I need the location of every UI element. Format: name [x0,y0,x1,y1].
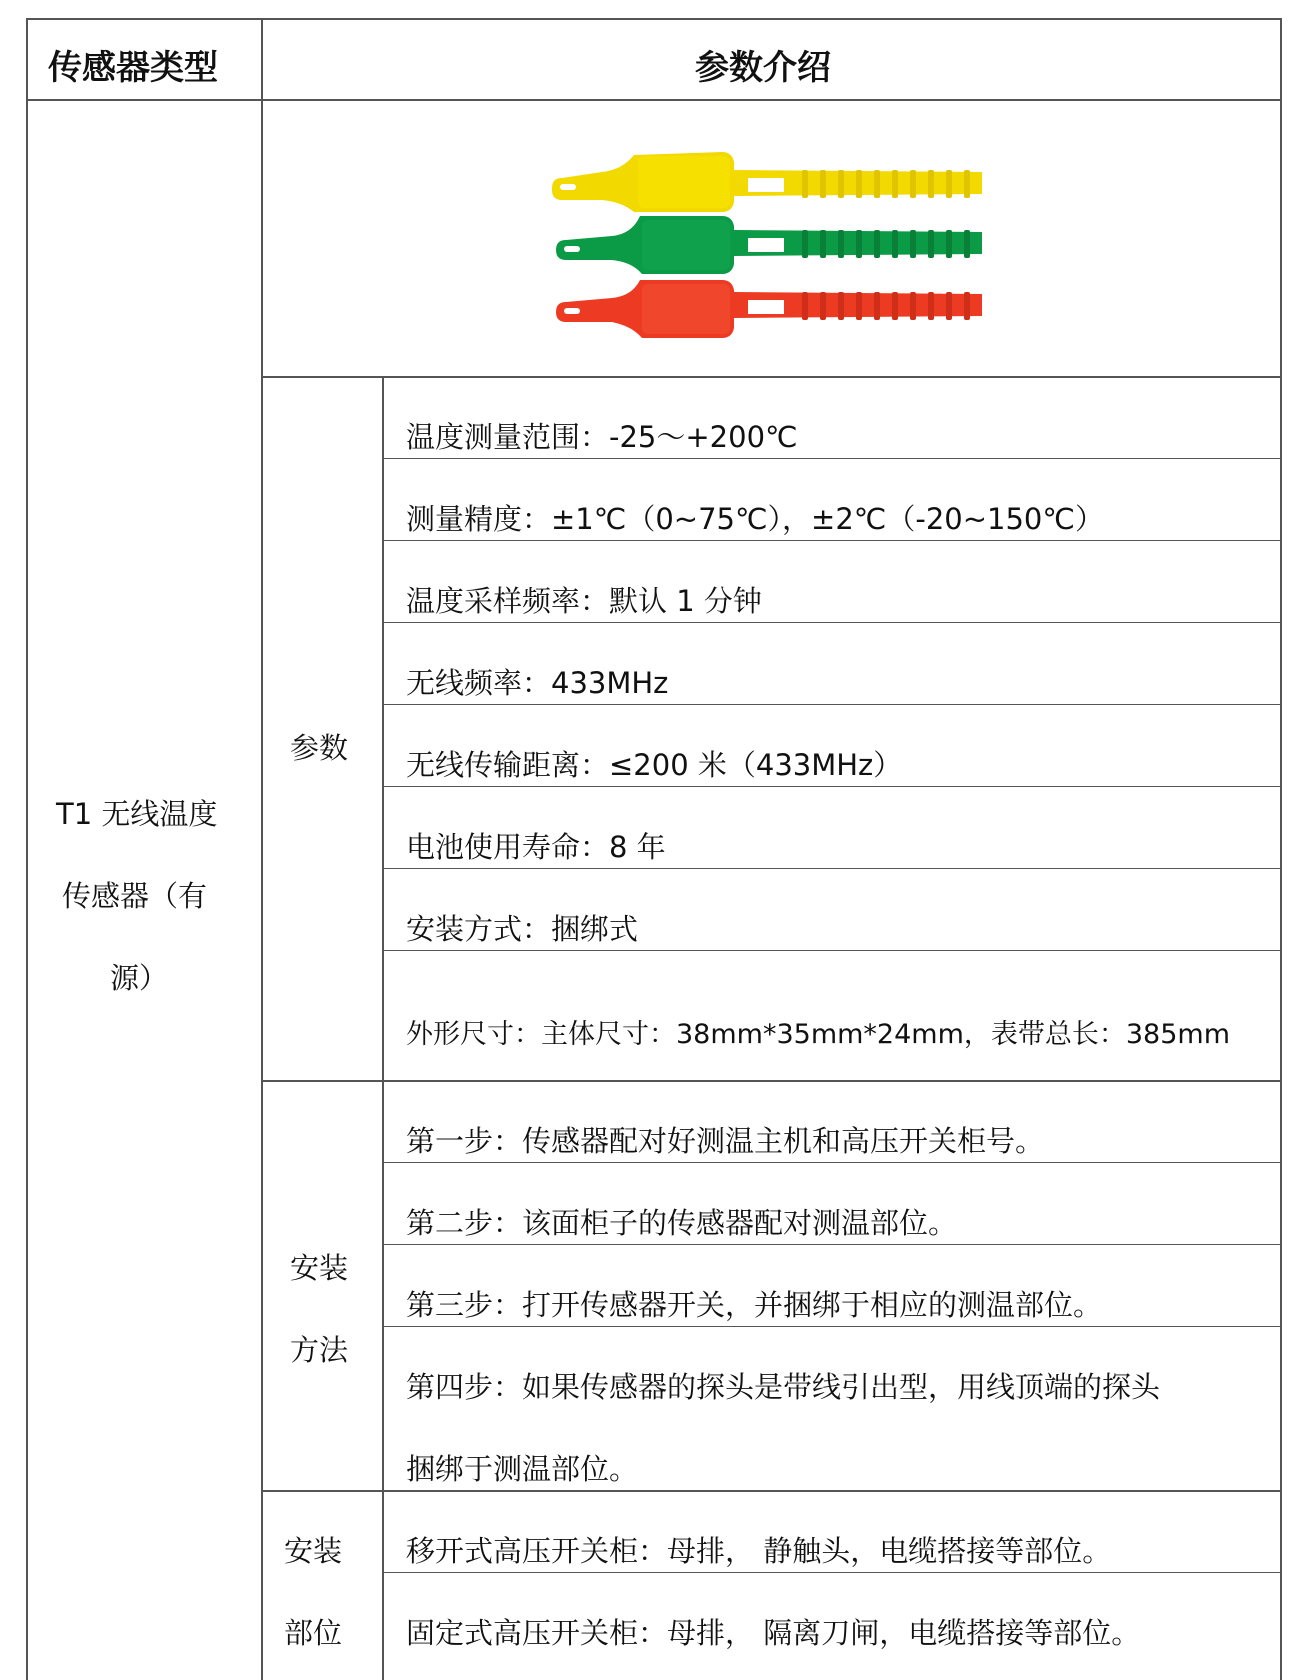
location-sep [382,1572,1282,1573]
param-row: 温度测量范围：-25～+200℃ [406,420,798,454]
params-sep [382,786,1282,787]
col-divider-2 [382,376,384,1680]
param-row: 温度采样频率：默认 1 分钟 [406,584,762,618]
method-bottom-line [261,1490,1282,1492]
install-location-label-2: 部位 [284,1616,343,1650]
col-divider-1 [261,18,263,1680]
install-method-label-1: 安装 [290,1251,349,1285]
params-sep [382,704,1282,705]
param-row: 外形尺寸：主体尺寸：38mm*35mm*24mm，表带总长：385mm [406,1019,1231,1050]
params-sep [382,622,1282,623]
param-row: 电池使用寿命：8 年 [406,830,666,864]
sensor-yellow [552,152,982,212]
install-step: 第三步：打开传感器开关，并捆绑于相应的测温部位。 [406,1288,1103,1322]
product-image [552,150,982,350]
params-sep [382,950,1282,951]
install-step: 第二步：该面柜子的传感器配对测温部位。 [406,1206,958,1240]
params-sep [382,868,1282,869]
param-row: 安装方式：捆绑式 [406,912,639,946]
params-sep [382,540,1282,541]
sensor-red [556,280,982,338]
sensor-type-line1: T1 无线温度 [56,797,218,831]
sensor-type-line2: 传感器（有 [62,879,208,913]
method-sep [382,1162,1282,1163]
params-sep [382,458,1282,459]
sensor-type-line3: 源） [110,961,169,995]
header-sensor-type: 传感器类型 [48,48,218,88]
header-param-intro: 参数介绍 [695,48,831,88]
param-row: 无线频率：433MHz [406,666,669,700]
table-border-top [26,18,1282,20]
image-row-bottom-line [261,376,1282,378]
param-row: 测量精度：±1℃（0~75℃），±2℃（-20~150℃） [406,502,1104,536]
table-border-right [1280,18,1282,1680]
method-sep [382,1244,1282,1245]
install-location-label-1: 安装 [284,1534,343,1568]
header-bottom-line [26,99,1282,101]
params-bottom-line [261,1080,1282,1082]
install-step: 第一步：传感器配对好测温主机和高压开关柜号。 [406,1124,1045,1158]
install-step: 第四步：如果传感器的探头是带线引出型，用线顶端的探头 [406,1370,1161,1404]
install-method-label-2: 方法 [290,1333,349,1367]
install-location-row: 移开式高压开关柜：母排， 静触头，电缆搭接等部位。 [406,1534,1112,1568]
param-row: 无线传输距离：≤200 米（433MHz） [406,748,903,782]
sensor-green [556,216,982,274]
method-sep [382,1326,1282,1327]
params-label: 参数 [290,731,349,765]
table-border-left [26,18,28,1680]
install-location-row: 固定式高压开关柜：母排， 隔离刀闸，电缆搭接等部位。 [406,1616,1141,1650]
install-step: 捆绑于测温部位。 [406,1452,639,1486]
